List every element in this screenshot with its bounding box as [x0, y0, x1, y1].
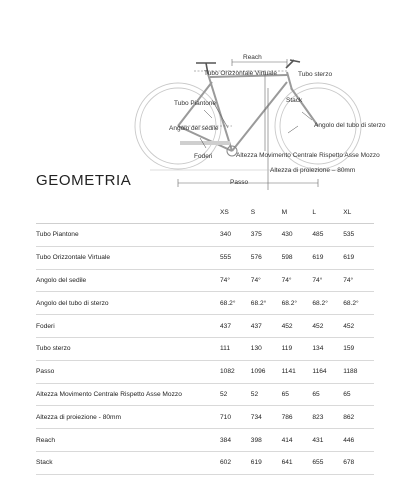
table-cell: 1164 [312, 360, 343, 383]
table-cell: 68.2° [251, 292, 282, 315]
down-tube [232, 82, 287, 151]
table-cell: 74° [282, 269, 313, 292]
label-angolo-sedile: Angolo del sedile [169, 125, 219, 132]
table-cell: 52 [220, 383, 251, 406]
table-cell: 598 [282, 246, 313, 269]
table-row [36, 451, 374, 474]
table-cell: 710 [220, 406, 251, 429]
table-cell: 576 [251, 246, 282, 269]
row-label: Passo [36, 360, 220, 383]
table-cell: 68.2° [220, 292, 251, 315]
row-label: Tubo Piantone [36, 224, 220, 247]
column-header-m: M [282, 201, 313, 224]
label-reach: Reach [243, 54, 262, 61]
row-label: Reach [36, 429, 220, 452]
seat-tube [208, 74, 232, 151]
label-altezza-proiezione: Altezza di proiezione – 80mm [270, 167, 356, 174]
table-cell: 431 [312, 429, 343, 452]
table-cell: 159 [343, 337, 374, 360]
table-cell: 130 [251, 337, 282, 360]
table-row [36, 315, 374, 338]
table-row [36, 360, 374, 383]
head-tube [287, 72, 292, 90]
row-label: Stack [36, 451, 220, 474]
table-cell: 68.2° [312, 292, 343, 315]
table-cell: 74° [312, 269, 343, 292]
table-cell: 340 [220, 224, 251, 247]
table-cell: 384 [220, 429, 251, 452]
table-cell: 437 [251, 315, 282, 338]
table-cell: 555 [220, 246, 251, 269]
table-cell: 535 [343, 224, 374, 247]
table-cell: 641 [282, 451, 313, 474]
chainring [180, 141, 230, 145]
row-label: Altezza Movimento Centrale Rispetto Asse Mozzo [36, 383, 220, 406]
table-cell: 1082 [220, 360, 251, 383]
table-row [36, 269, 374, 292]
table-cell: 446 [343, 429, 374, 452]
label-foderi: Foderi [194, 153, 213, 160]
table-cell: 602 [220, 451, 251, 474]
table-cell: 655 [312, 451, 343, 474]
table-cell: 734 [251, 406, 282, 429]
table-cell: 65 [282, 383, 313, 406]
table-cell: 65 [343, 383, 374, 406]
table-cell: 68.2° [343, 292, 374, 315]
label-passo: Passo [230, 179, 249, 186]
table-cell: 74° [251, 269, 282, 292]
table-cell: 452 [343, 315, 374, 338]
row-label: Angolo del tubo di sterzo [36, 292, 220, 315]
label-tubo-piantone: Tubo Piantone [174, 100, 217, 107]
label-tubo-sterzo: Tubo sterzo [298, 71, 333, 78]
label-altezza-movimento: Altezza Movimento Centrale Rispetto Asse Mozzo [236, 152, 380, 159]
table-cell: 1188 [343, 360, 374, 383]
table-cell: 74° [220, 269, 251, 292]
table-row [36, 224, 374, 247]
table-cell: 437 [220, 315, 251, 338]
table-cell: 134 [312, 337, 343, 360]
table-cell: 52 [251, 383, 282, 406]
table-cell: 414 [282, 429, 313, 452]
page-title: GEOMETRIA [36, 172, 132, 189]
table-cell: 823 [312, 406, 343, 429]
geometry-table [36, 201, 374, 475]
table-row [36, 246, 374, 269]
row-label: Angolo del sedile [36, 269, 220, 292]
table-cell: 111 [220, 337, 251, 360]
table-row [36, 292, 374, 315]
table-cell: 619 [251, 451, 282, 474]
label-angolo-tubo-sterzo: Angolo del tubo di sterzo [314, 122, 386, 129]
row-label: Foderi [36, 315, 220, 338]
table-cell: 398 [251, 429, 282, 452]
table-cell: 74° [343, 269, 374, 292]
table-cell: 119 [282, 337, 313, 360]
table-cell: 485 [312, 224, 343, 247]
table-row [36, 429, 374, 452]
column-header [36, 201, 220, 224]
column-header-xs: XS [220, 201, 251, 224]
row-label: Tubo sterzo [36, 337, 220, 360]
label-tubo-orizzontale: Tubo Orizzontale Virtuale [204, 70, 277, 77]
table-cell: 65 [312, 383, 343, 406]
column-header-l: L [312, 201, 343, 224]
table-cell: 452 [312, 315, 343, 338]
bike-geometry-diagram [0, 0, 400, 195]
table-cell: 430 [282, 224, 313, 247]
table-cell: 786 [282, 406, 313, 429]
table-cell: 1141 [282, 360, 313, 383]
table-cell: 68.2° [282, 292, 313, 315]
table-cell: 1096 [251, 360, 282, 383]
table-row [36, 406, 374, 429]
table-cell: 375 [251, 224, 282, 247]
table-row [36, 337, 374, 360]
table-header-row [36, 201, 374, 224]
table-cell: 619 [312, 246, 343, 269]
table-cell: 452 [282, 315, 313, 338]
row-label: Altezza di proiezione - 80mm [36, 406, 220, 429]
table-cell: 678 [343, 451, 374, 474]
column-header-xl: XL [343, 201, 374, 224]
column-header-s: S [251, 201, 282, 224]
fork [291, 88, 318, 126]
table-cell: 619 [343, 246, 374, 269]
table-row [36, 383, 374, 406]
table-cell: 862 [343, 406, 374, 429]
label-stack: Stack [286, 97, 303, 104]
row-label: Tubo Orizzontale Virtuale [36, 246, 220, 269]
